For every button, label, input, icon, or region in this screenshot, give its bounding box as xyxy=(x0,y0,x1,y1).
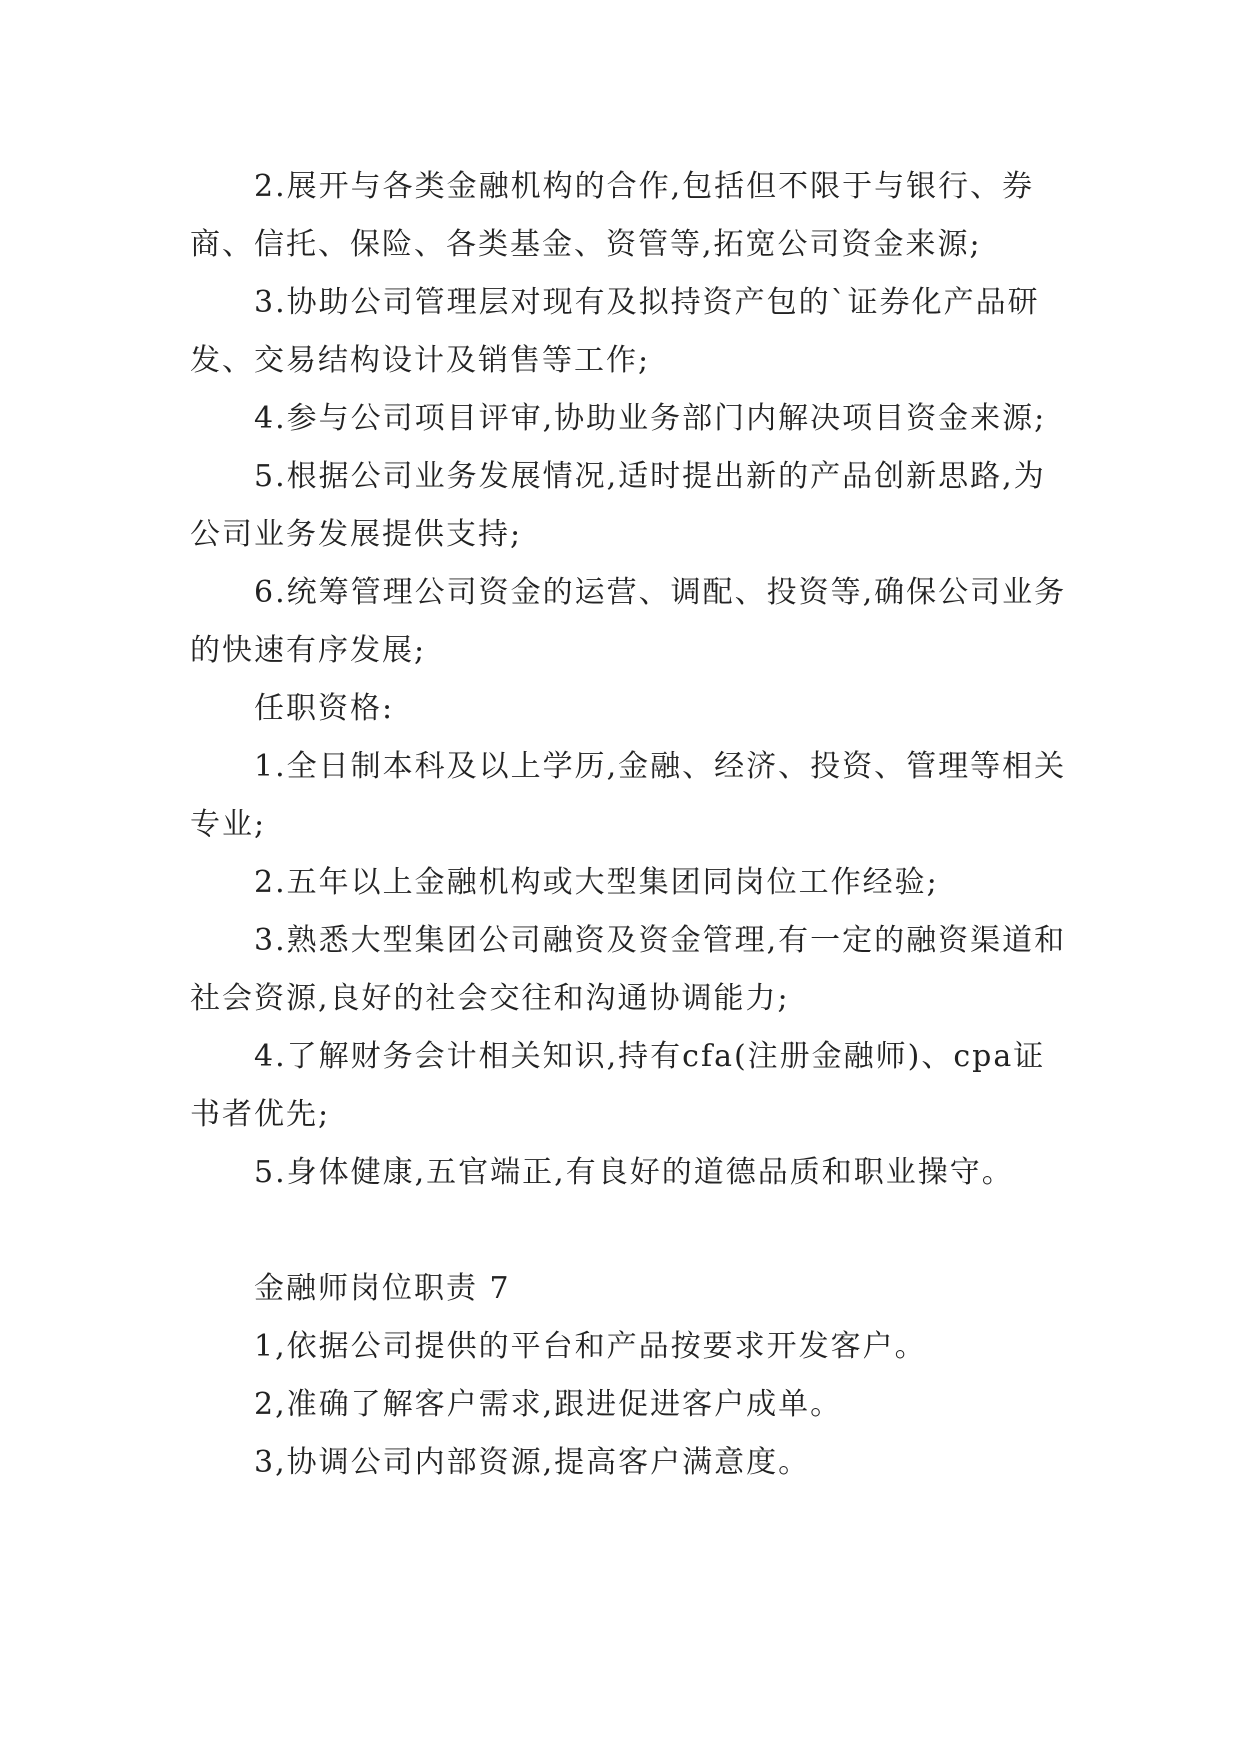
paragraph-qualification-1: 1.全日制本科及以上学历,金融、经济、投资、管理等相关专业; xyxy=(190,749,1067,842)
paragraph-qualification-4: 4.了解财务会计相关知识,持有cfa(注册金融师)、cpa证书者优先; xyxy=(190,1039,1046,1132)
qualifications-heading: 任职资格: xyxy=(254,691,395,726)
paragraph-duty-6: 6.统筹管理公司资金的运营、调配、投资等,确保公司业务的快速有序发展; xyxy=(190,575,1067,668)
paragraph-qualification-3: 3.熟悉大型集团公司融资及资金管理,有一定的融资渠道和社会资源,良好的社会交往和沟通协调能力; xyxy=(190,923,1067,1016)
paragraph-duty-5: 5.根据公司业务发展情况,适时提出新的产品创新思路,为公司业务发展提供支持; xyxy=(190,459,1046,552)
paragraph-duty-2: 2.展开与各类金融机构的合作,包括但不限于与银行、券商、信托、保险、各类基金、资管等,拓宽公司资金来源; xyxy=(190,169,1035,262)
paragraph-section2-item-3: 3,协调公司内部资源,提高客户满意度。 xyxy=(254,1445,811,1480)
section-title: 金融师岗位职责 7 xyxy=(254,1271,511,1306)
paragraph-qualification-5: 5.身体健康,五官端正,有良好的道德品质和职业操守。 xyxy=(254,1155,1014,1190)
section-gap xyxy=(190,1202,1070,1260)
paragraph-duty-3: 3.协助公司管理层对现有及拟持资产包的`证券化产品研发、交易结构设计及销售等工作; xyxy=(190,285,1040,378)
paragraph-duty-4: 4.参与公司项目评审,协助业务部门内解决项目资金来源; xyxy=(254,401,1047,436)
paragraph-qualification-2: 2.五年以上金融机构或大型集团同岗位工作经验; xyxy=(254,865,939,900)
document-body xyxy=(190,158,1070,1492)
paragraph-section2-item-2: 2,准确了解客户需求,跟进促进客户成单。 xyxy=(254,1387,843,1422)
paragraph-section2-item-1: 1,依据公司提供的平台和产品按要求开发客户。 xyxy=(254,1329,927,1364)
